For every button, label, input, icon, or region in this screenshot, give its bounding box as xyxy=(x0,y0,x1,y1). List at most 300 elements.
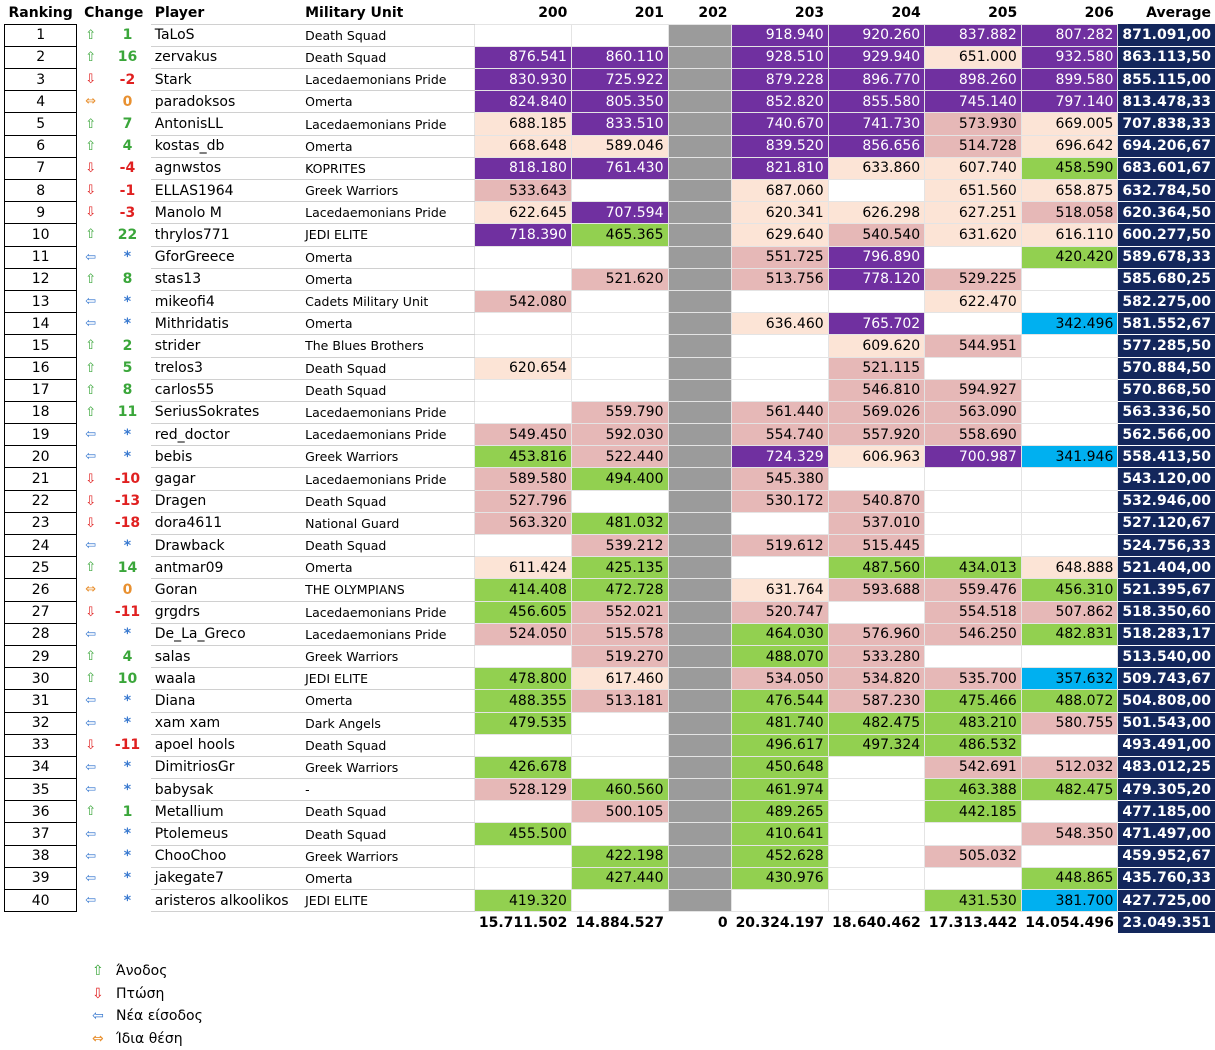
score-205: 700.987 xyxy=(925,446,1022,468)
average-cell: 543.120,00 xyxy=(1118,468,1215,490)
arrow-up-icon: ⇧ xyxy=(85,227,97,243)
rank-cell: 4 xyxy=(5,91,77,113)
score-202 xyxy=(668,801,732,823)
score-200: 414.408 xyxy=(475,579,572,601)
score-201: 513.181 xyxy=(571,690,668,712)
score-203: 530.172 xyxy=(732,490,829,512)
change-value: * xyxy=(123,537,132,554)
table-row xyxy=(5,290,1215,312)
military-unit: Omerta xyxy=(301,313,475,335)
average-cell: 435.760,33 xyxy=(1118,867,1215,889)
player-name: xam xam xyxy=(151,712,301,734)
total-203: 20.324.197 xyxy=(735,915,825,932)
score-205: 434.013 xyxy=(925,557,1022,579)
change-value: 0 xyxy=(122,581,133,598)
arrow-left-icon: ⇦ xyxy=(85,427,97,443)
player-name: kostas_db xyxy=(151,135,301,157)
player-name: salas xyxy=(151,645,301,667)
score-204: 609.620 xyxy=(828,335,925,357)
score-204 xyxy=(828,290,925,312)
score-203: 410.641 xyxy=(732,823,829,845)
military-unit: Cadets Military Unit xyxy=(301,290,475,312)
rank-cell: 1 xyxy=(5,24,77,46)
score-202 xyxy=(668,268,732,290)
legend-label: Πτώση xyxy=(116,985,165,1002)
table-row xyxy=(5,890,1215,912)
arrow-left-icon: ⇦ xyxy=(85,848,97,864)
score-203: 450.648 xyxy=(732,756,829,778)
score-203 xyxy=(732,335,829,357)
score-205 xyxy=(925,867,1022,889)
score-205: 442.185 xyxy=(925,801,1022,823)
score-201: 460.560 xyxy=(571,779,668,801)
legend-label: Άνοδος xyxy=(116,963,168,979)
rank-cell: 7 xyxy=(5,157,77,179)
arrow-up-icon: ⇧ xyxy=(85,804,97,820)
rank-cell: 36 xyxy=(5,801,77,823)
header-200: 200 xyxy=(538,4,568,21)
score-206: 899.580 xyxy=(1021,69,1118,91)
change-value: * xyxy=(123,870,132,887)
score-202 xyxy=(668,623,732,645)
arrow-left-icon: ⇦ xyxy=(85,538,97,554)
rank-cell: 10 xyxy=(5,224,77,246)
arrow-up-icon: ⇧ xyxy=(85,404,97,420)
player-name: AntonisLL xyxy=(151,113,301,135)
score-205: 651.560 xyxy=(925,180,1022,202)
average-cell: 524.756,33 xyxy=(1118,535,1215,557)
average-cell: 558.413,50 xyxy=(1118,446,1215,468)
average-cell: 532.946,00 xyxy=(1118,490,1215,512)
score-205: 627.251 xyxy=(925,202,1022,224)
rank-cell: 21 xyxy=(5,468,77,490)
score-206 xyxy=(1021,468,1118,490)
score-202 xyxy=(668,446,732,468)
player-name: Goran xyxy=(151,579,301,601)
average-cell: 707.838,33 xyxy=(1118,113,1215,135)
score-206: 482.831 xyxy=(1021,623,1118,645)
player-name: aristeros alkoolikos xyxy=(151,890,301,912)
score-206: 807.282 xyxy=(1021,24,1118,46)
score-200: 488.355 xyxy=(475,690,572,712)
rank-cell: 23 xyxy=(5,512,77,534)
player-name: mikeofi4 xyxy=(151,290,301,312)
score-206: 357.632 xyxy=(1021,668,1118,690)
score-204: 540.540 xyxy=(828,224,925,246)
header-player: Player xyxy=(154,4,205,21)
score-204: 626.298 xyxy=(828,202,925,224)
score-205: 573.930 xyxy=(925,113,1022,135)
score-204: 533.280 xyxy=(828,645,925,667)
arrow-up-icon: ⇧ xyxy=(85,116,97,132)
score-200: 688.185 xyxy=(475,113,572,135)
score-204: 521.115 xyxy=(828,357,925,379)
rank-cell: 37 xyxy=(5,823,77,845)
change-value: 14 xyxy=(117,559,138,576)
table-row xyxy=(5,490,1215,512)
change-value: -2 xyxy=(119,71,136,88)
score-201: 522.440 xyxy=(571,446,668,468)
table-row xyxy=(5,512,1215,534)
rank-cell: 29 xyxy=(5,645,77,667)
player-name: jakegate7 xyxy=(151,867,301,889)
change-value: * xyxy=(123,626,132,643)
score-203: 839.520 xyxy=(732,135,829,157)
rank-cell: 38 xyxy=(5,845,77,867)
score-204 xyxy=(828,779,925,801)
military-unit: Death Squad xyxy=(301,357,475,379)
score-203: 879.228 xyxy=(732,69,829,91)
rank-cell: 34 xyxy=(5,756,77,778)
table-row xyxy=(5,446,1215,468)
score-202 xyxy=(668,69,732,91)
score-200 xyxy=(475,645,572,667)
score-205: 745.140 xyxy=(925,91,1022,113)
score-201: 707.594 xyxy=(571,202,668,224)
score-205: 486.532 xyxy=(925,734,1022,756)
score-202 xyxy=(668,468,732,490)
arrow-down-icon: ⇩ xyxy=(85,471,97,487)
score-203: 852.820 xyxy=(732,91,829,113)
total-206: 14.054.496 xyxy=(1025,915,1114,932)
military-unit: National Guard xyxy=(301,512,475,534)
average-cell: 620.364,50 xyxy=(1118,202,1215,224)
change-value: * xyxy=(123,781,132,798)
score-203: 519.612 xyxy=(732,535,829,557)
total-204: 18.640.462 xyxy=(832,915,921,932)
score-204 xyxy=(828,890,925,912)
score-204: 546.810 xyxy=(828,379,925,401)
table-row xyxy=(5,690,1215,712)
player-name: bebis xyxy=(151,446,301,468)
score-202 xyxy=(668,113,732,135)
score-205 xyxy=(925,823,1022,845)
arrow-up-icon: ⇧ xyxy=(85,671,97,687)
military-unit: Death Squad xyxy=(301,24,475,46)
score-206: 458.590 xyxy=(1021,157,1118,179)
player-name: red_doctor xyxy=(151,424,301,446)
average-cell: 521.395,67 xyxy=(1118,579,1215,601)
score-200: 426.678 xyxy=(475,756,572,778)
table-row xyxy=(5,734,1215,756)
military-unit: Death Squad xyxy=(301,490,475,512)
rank-cell: 19 xyxy=(5,424,77,446)
score-203: 687.060 xyxy=(732,180,829,202)
arrow-up-icon: ⇧ xyxy=(92,963,104,979)
legend-item xyxy=(92,983,203,1006)
player-name: ChooChoo xyxy=(151,845,301,867)
score-202 xyxy=(668,246,732,268)
table-row xyxy=(5,424,1215,446)
change-value: 11 xyxy=(117,404,138,421)
average-cell: 427.725,00 xyxy=(1118,890,1215,912)
player-name: ELLAS1964 xyxy=(151,180,301,202)
score-202 xyxy=(668,157,732,179)
header-change: Change xyxy=(84,5,144,22)
score-206: 932.580 xyxy=(1021,46,1118,68)
score-203 xyxy=(732,557,829,579)
score-202 xyxy=(668,290,732,312)
score-201: 559.790 xyxy=(571,401,668,423)
score-200: 668.648 xyxy=(475,135,572,157)
score-200 xyxy=(475,246,572,268)
score-205: 558.690 xyxy=(925,424,1022,446)
score-205: 546.250 xyxy=(925,623,1022,645)
score-203: 520.747 xyxy=(732,601,829,623)
score-202 xyxy=(668,601,732,623)
change-value: * xyxy=(123,892,132,909)
score-201: 833.510 xyxy=(571,113,668,135)
player-name: waala xyxy=(151,668,301,690)
military-unit: Omerta xyxy=(301,268,475,290)
score-206: 518.058 xyxy=(1021,202,1118,224)
player-name: agnwstos xyxy=(151,157,301,179)
score-203 xyxy=(732,379,829,401)
score-205: 651.000 xyxy=(925,46,1022,68)
score-201: 494.400 xyxy=(571,468,668,490)
table-row xyxy=(5,69,1215,91)
average-cell: 483.012,25 xyxy=(1118,756,1215,778)
score-203: 481.740 xyxy=(732,712,829,734)
score-206 xyxy=(1021,401,1118,423)
score-204: 796.890 xyxy=(828,246,925,268)
score-205 xyxy=(925,313,1022,335)
rank-cell: 13 xyxy=(5,290,77,312)
score-201 xyxy=(571,180,668,202)
score-206 xyxy=(1021,801,1118,823)
score-205: 622.470 xyxy=(925,290,1022,312)
total-201: 14.884.527 xyxy=(575,915,664,932)
score-203: 461.974 xyxy=(732,779,829,801)
change-value: -13 xyxy=(114,493,141,510)
arrow-down-icon: ⇩ xyxy=(85,205,97,221)
score-203: 561.440 xyxy=(732,401,829,423)
player-name: GforGreece xyxy=(151,246,301,268)
score-205: 607.740 xyxy=(925,157,1022,179)
average-cell: 632.784,50 xyxy=(1118,180,1215,202)
rank-cell: 8 xyxy=(5,180,77,202)
military-unit: KOPRITES xyxy=(301,157,475,179)
average-cell: 479.305,20 xyxy=(1118,779,1215,801)
score-201: 617.460 xyxy=(571,668,668,690)
military-unit: The Blues Brothers xyxy=(301,335,475,357)
score-203: 488.070 xyxy=(732,645,829,667)
table-row xyxy=(5,535,1215,557)
player-name: antmar09 xyxy=(151,557,301,579)
rank-cell: 3 xyxy=(5,69,77,91)
change-value: -11 xyxy=(114,737,141,754)
average-cell: 683.601,67 xyxy=(1118,157,1215,179)
header-203: 203 xyxy=(794,4,825,21)
score-203: 740.670 xyxy=(732,113,829,135)
score-206 xyxy=(1021,335,1118,357)
average-cell: 459.952,67 xyxy=(1118,845,1215,867)
table-row xyxy=(5,24,1215,46)
total-205: 17.313.442 xyxy=(928,915,1018,932)
rank-cell: 24 xyxy=(5,535,77,557)
score-203: 554.740 xyxy=(732,424,829,446)
score-202 xyxy=(668,46,732,68)
score-204 xyxy=(828,756,925,778)
score-204: 855.580 xyxy=(828,91,925,113)
score-206: 488.072 xyxy=(1021,690,1118,712)
change-value: -3 xyxy=(119,204,136,221)
score-202 xyxy=(668,867,732,889)
player-name: stas13 xyxy=(151,268,301,290)
score-205: 594.927 xyxy=(925,379,1022,401)
military-unit: Death Squad xyxy=(301,46,475,68)
score-200: 528.129 xyxy=(475,779,572,801)
arrow-left-icon: ⇦ xyxy=(85,715,97,731)
score-200: 824.840 xyxy=(475,91,572,113)
player-name: dora4611 xyxy=(151,512,301,534)
military-unit: Omerta xyxy=(301,91,475,113)
table-row xyxy=(5,801,1215,823)
score-202 xyxy=(668,357,732,379)
score-203: 631.764 xyxy=(732,579,829,601)
score-205: 514.728 xyxy=(925,135,1022,157)
average-cell: 509.743,67 xyxy=(1118,668,1215,690)
score-203: 918.940 xyxy=(732,24,829,46)
score-204: 741.730 xyxy=(828,113,925,135)
score-204: 929.940 xyxy=(828,46,925,68)
score-202 xyxy=(668,645,732,667)
rank-cell: 14 xyxy=(5,313,77,335)
score-202 xyxy=(668,401,732,423)
change-value: * xyxy=(123,826,132,843)
table-row xyxy=(5,645,1215,667)
average-cell: 518.350,60 xyxy=(1118,601,1215,623)
score-200: 549.450 xyxy=(475,424,572,446)
score-200: 479.535 xyxy=(475,712,572,734)
score-206: 341.946 xyxy=(1021,446,1118,468)
rank-cell: 20 xyxy=(5,446,77,468)
average-cell: 504.808,00 xyxy=(1118,690,1215,712)
score-204 xyxy=(828,823,925,845)
score-202 xyxy=(668,24,732,46)
score-206 xyxy=(1021,734,1118,756)
score-201 xyxy=(571,24,668,46)
change-value: * xyxy=(123,448,132,465)
table-row xyxy=(5,224,1215,246)
change-value: 0 xyxy=(122,93,133,110)
score-203: 551.725 xyxy=(732,246,829,268)
arrow-left-icon: ⇦ xyxy=(85,759,97,775)
player-name: De_La_Greco xyxy=(151,623,301,645)
score-201: 465.365 xyxy=(571,224,668,246)
average-cell: 589.678,33 xyxy=(1118,246,1215,268)
score-206: 342.496 xyxy=(1021,313,1118,335)
score-203 xyxy=(732,357,829,379)
military-unit: Death Squad xyxy=(301,535,475,557)
change-value: -10 xyxy=(114,471,141,488)
military-unit: - xyxy=(301,779,475,801)
score-206: 507.862 xyxy=(1021,601,1118,623)
rank-cell: 25 xyxy=(5,557,77,579)
score-204 xyxy=(828,845,925,867)
score-203 xyxy=(732,290,829,312)
score-201: 425.135 xyxy=(571,557,668,579)
arrow-up-icon: ⇧ xyxy=(85,271,97,287)
score-200: 453.816 xyxy=(475,446,572,468)
rank-cell: 17 xyxy=(5,379,77,401)
score-200: 455.500 xyxy=(475,823,572,845)
average-cell: 863.113,50 xyxy=(1118,46,1215,68)
score-201: 427.440 xyxy=(571,867,668,889)
rank-cell: 35 xyxy=(5,779,77,801)
score-206 xyxy=(1021,357,1118,379)
military-unit: JEDI ELITE xyxy=(301,224,475,246)
player-name: strider xyxy=(151,335,301,357)
score-204: 540.870 xyxy=(828,490,925,512)
score-201: 481.032 xyxy=(571,512,668,534)
score-200 xyxy=(475,401,572,423)
rank-cell: 30 xyxy=(5,668,77,690)
table-row xyxy=(5,268,1215,290)
score-204: 765.702 xyxy=(828,313,925,335)
military-unit: Lacedaemonians Pride xyxy=(301,623,475,645)
score-205: 837.882 xyxy=(925,24,1022,46)
score-205: 529.225 xyxy=(925,268,1022,290)
rank-cell: 2 xyxy=(5,46,77,68)
score-203: 724.329 xyxy=(732,446,829,468)
total-average: 23.049.351 xyxy=(1118,912,1215,934)
average-cell: 477.185,00 xyxy=(1118,801,1215,823)
change-value: * xyxy=(123,848,132,865)
score-203: 476.544 xyxy=(732,690,829,712)
table-row xyxy=(5,779,1215,801)
arrow-left-icon: ⇦ xyxy=(85,782,97,798)
score-205 xyxy=(925,357,1022,379)
legend xyxy=(92,960,203,1050)
arrow-down-icon: ⇩ xyxy=(85,604,97,620)
score-203: 513.756 xyxy=(732,268,829,290)
change-value: * xyxy=(123,426,132,443)
score-200 xyxy=(475,801,572,823)
score-206: 456.310 xyxy=(1021,579,1118,601)
table-row xyxy=(5,756,1215,778)
score-206: 482.475 xyxy=(1021,779,1118,801)
legend-item xyxy=(92,1028,203,1050)
total-202: 0 xyxy=(717,915,728,932)
score-205: 631.620 xyxy=(925,224,1022,246)
military-unit: Omerta xyxy=(301,246,475,268)
average-cell: 527.120,67 xyxy=(1118,512,1215,534)
score-204: 497.324 xyxy=(828,734,925,756)
score-202 xyxy=(668,202,732,224)
rank-cell: 12 xyxy=(5,268,77,290)
arrow-down-icon: ⇩ xyxy=(92,985,104,1002)
score-200: 611.424 xyxy=(475,557,572,579)
table-row xyxy=(5,867,1215,889)
change-value: 8 xyxy=(122,271,133,288)
score-200: 456.605 xyxy=(475,601,572,623)
military-unit: Greek Warriors xyxy=(301,180,475,202)
player-name: trelos3 xyxy=(151,357,301,379)
score-205: 505.032 xyxy=(925,845,1022,867)
score-200: 830.930 xyxy=(475,69,572,91)
score-201 xyxy=(571,246,668,268)
average-cell: 585.680,25 xyxy=(1118,268,1215,290)
table-row xyxy=(5,601,1215,623)
table-row xyxy=(5,46,1215,68)
score-200 xyxy=(475,335,572,357)
score-203: 620.341 xyxy=(732,202,829,224)
arrow-left-icon: ⇦ xyxy=(85,316,97,332)
score-205 xyxy=(925,512,1022,534)
score-200 xyxy=(475,845,572,867)
score-204: 896.770 xyxy=(828,69,925,91)
